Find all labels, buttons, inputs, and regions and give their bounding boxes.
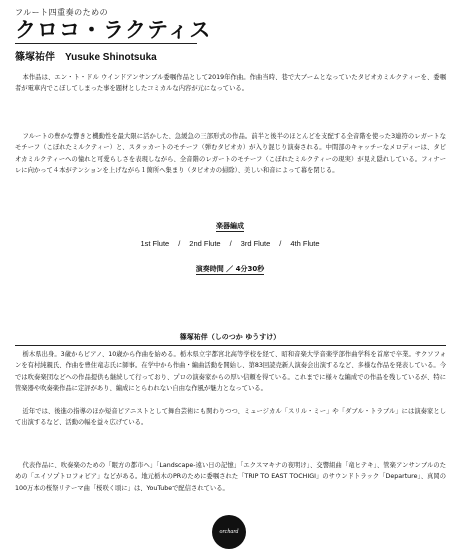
- bio-heading-text: 篠塚祐伴（しのつか ゆうすけ）: [179, 333, 281, 341]
- composer-name: [15, 48, 157, 63]
- description-paragraph: フルートの豊かな響きと機動性を最大限に活かした、急緩急の三部形式の作品。前半と後半のほとんどを支配する全音階を使った3連符のレガートなモチーフ（こぼれたミルクティー）と、スタッカートのモチーフ（弾むタピオカ）が入り混じり演奏される。中間部のキャッチーなメロディーは、タピオカミルクティーへの憧れと可愛らしさを表現しながら、全音階のレガートのモチーフ（こぼれたミルクティーの現実）が見え隠れしている。フィナーレに向かって４本がテンションを上げながら１箇所へ集まり（タピオカの掃除）、美しい和音によって幕を閉じる。: [15, 133, 446, 174]
- bio-divider: [15, 345, 446, 346]
- instrument-item: 3rd Flute: [240, 239, 271, 248]
- bio-heading: [0, 332, 460, 342]
- instrumentation-heading-text: 楽器編成: [216, 222, 244, 230]
- title-divider: [15, 43, 197, 44]
- description-paragraph: 本作品は、エン・ト・ドル ウインドアンサンブル委嘱作品として2019年作曲。作曲当時、巷で大ブームとなっていたタピオカミルクティーを、委嘱者が電車内でこぼしてしまった事を題材としたコミカルな内容が元になっている。: [15, 74, 446, 93]
- publisher-logo: orchard: [212, 515, 246, 549]
- instrumentation-heading: [0, 221, 460, 231]
- instrument-item: 1st Flute: [140, 239, 170, 248]
- page-title: クロコ・ラクティス: [15, 18, 212, 42]
- instrument-item: 4th Flute: [290, 239, 320, 248]
- performance-duration: [0, 264, 460, 274]
- composer-name-ja: 篠塚祐伴: [15, 52, 55, 63]
- instrument-item: 2nd Flute: [189, 239, 221, 248]
- bio-paragraph: 栃木県出身。3歳からピアノ、10歳から作曲を始める。栃木県立宇都宮北高等学校を経て、昭和音楽大学音楽学部作曲学科を首席で卒業。サクソフォンを有村純親氏、作曲を豊住竜志氏に師事。在学中から作曲・編曲活動を開始し、第83回読売新人演奏会出演するなど、多様な作品を発表している。今では吹奏楽団などへの作品提供も継続して行っており、プロの演奏家からの厚い信頼を得ている。これまでに様々な編成での作品を残しているが、特に管楽器や吹奏楽作品に定評があり、編成にとらわれない自由な作風が魅力となっている。: [15, 351, 446, 392]
- instrument-separator: /: [229, 239, 232, 248]
- performance-duration-text: 演奏時間 ／ 4分30秒: [195, 265, 265, 273]
- instrument-separator: /: [279, 239, 282, 248]
- instrument-separator: /: [178, 239, 181, 248]
- subtitle: フルート四重奏のための: [15, 8, 109, 17]
- bio-paragraph: 近年では、後進の指導のほか短音ピアニストとして舞台芸術にも関わりつつ、ミュージカル「スリル・ミー」や「ダブル・トラブル」には演奏家として出演するなど、活動の幅を益々広げている。: [15, 408, 446, 427]
- bio-paragraph: 代表作品に、吹奏楽のための「眠方の都市へ」「Landscape-遠い日の記憶」「エクスマキナの夜明け」、交響組曲「竜ヒテキ」、管楽アンサンブルのための「エイソプトロフォビア」などがある。地元栃木のPRのために委嘱された「TRIP TO EAST TOCHIGI」のサウンドトラック「Departure」、真岡の100万本の桜祭リテーマ曲「桜咲く頃に」は、YouTubeで配信されている。: [15, 462, 446, 492]
- instrument-list: [0, 239, 460, 248]
- composer-name-en: Yusuke Shinotsuka: [65, 52, 157, 63]
